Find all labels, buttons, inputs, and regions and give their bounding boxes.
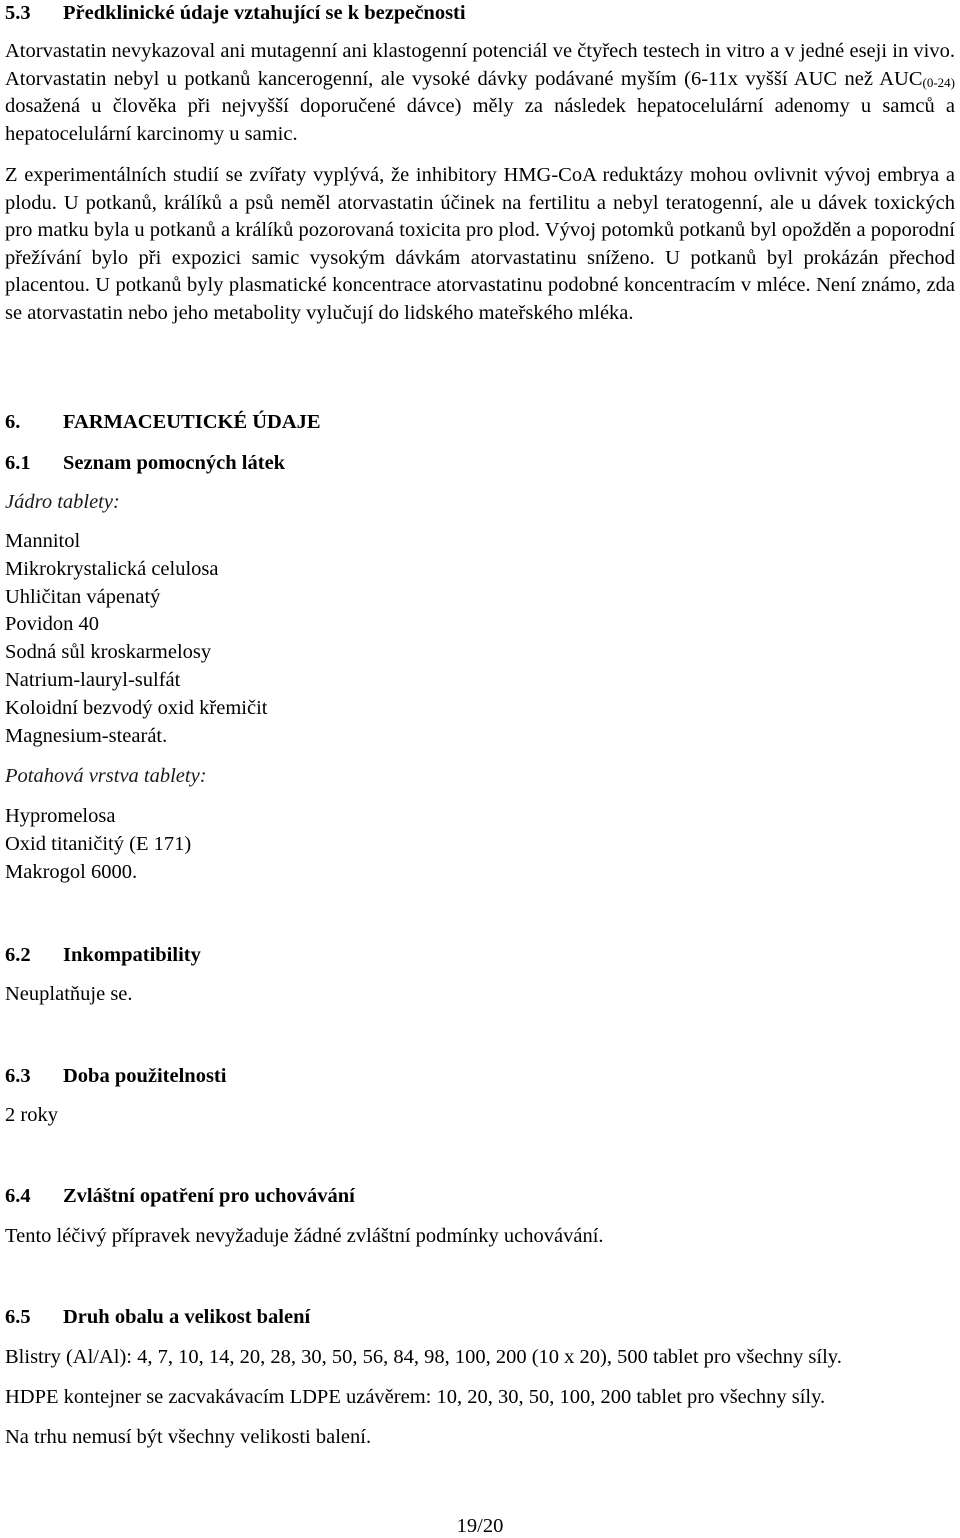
section-6-1-heading	[5, 451, 955, 475]
paragraph-genotoxicity	[5, 38, 955, 148]
tablet-core-excipients-list	[5, 528, 955, 750]
section-title: Inkompatibility	[63, 944, 201, 966]
section-number: 6.5	[5, 1306, 31, 1328]
paragraph-text: dosažená u člověka při nejvyšší doporučené dávce) měly za následek hepatocelulární adenomy u samců a hepatocelulární karcinomy u samic.	[5, 95, 955, 145]
excipient-item: Sodná sůl kroskarmelosy	[5, 641, 212, 664]
excipient-item: Hypromelosa	[5, 805, 116, 827]
section-title: FARMACEUTICKÉ ÚDAJE	[63, 411, 321, 433]
subscript: (0-24)	[922, 74, 955, 90]
section-6-heading	[5, 410, 955, 434]
excipient-item: Natrium-lauryl-sulfát	[5, 668, 181, 691]
section-number: 6.4	[5, 1185, 31, 1207]
excipient-item: Mikrokrystalická celulosa	[5, 557, 219, 580]
section-title: Druh obalu a velikost balení	[63, 1306, 311, 1328]
shelf-life-text: 2 roky	[5, 1104, 58, 1126]
section-6-3-heading	[5, 1064, 955, 1088]
section-6-2-heading	[5, 943, 955, 967]
storage-text: Tento léčivý přípravek nevyžaduje žádné zvláštní podmínky uchovávání.	[5, 1225, 604, 1247]
section-number: 6.1	[5, 452, 31, 474]
pack-availability-text: Na trhu nemusí být všechny velikosti balení.	[5, 1426, 372, 1448]
paragraph-reproductive-toxicity: Z experimentálních studií se zvířaty vyplývá, že inhibitory HMG-CoA reduktázy mohou ovlivnit vývoj embrya a plodu. U potkanů, králíků a psů neměl atorvastatin účinek na fertilitu a nebyl teratogenní, ale u dávek toxických pro matku byla u potkanů a králíků pozorovaná toxicita pro plod. Vývoj potomků potkanů byl opožděn a poporodní přežívání bylo při expozici samic vysokým dávkám atorvastatinu sníženo. U potkanů byl prokázán přechod placentou. U potkanů byly plasmatické koncentrace atorvastatinu podobné koncentracím v mléce. Není známo, zda se atorvastatin nebo jeho metabolity vylučují do lidského mateřského mléka.	[5, 164, 955, 324]
section-6-4-heading	[5, 1184, 955, 1208]
section-number: 5.3	[5, 2, 31, 24]
section-number: 6.2	[5, 944, 31, 966]
section-number: 6.	[5, 411, 21, 433]
tablet-coating-label: Potahová vrstva tablety:	[5, 765, 207, 787]
page-number: 19/20	[456, 1515, 504, 1537]
paragraph-text: Atorvastatin nevykazoval ani mutagenní ani klastogenní potenciál ve čtyřech testech in vitro a v jedné eseji in vivo. Atorvastatin nebyl u potkanů kancerogenní, ale vysoké dávky podávané myším (6-11x vyšší AUC než AUC	[5, 40, 955, 90]
excipient-item: Mannitol	[5, 530, 81, 552]
section-6-5-heading	[5, 1305, 955, 1329]
section-number: 6.3	[5, 1065, 31, 1087]
excipient-item: Koloidní bezvodý oxid křemičit	[5, 696, 268, 719]
tablet-coating-excipients-list	[5, 803, 955, 886]
section-title: Doba použitelnosti	[63, 1065, 227, 1087]
pack-hdpe-text: HDPE kontejner se zacvakávacím LDPE uzávěrem: 10, 20, 30, 50, 100, 200 tablet pro všechny síly.	[5, 1386, 826, 1408]
tablet-core-label: Jádro tablety:	[5, 491, 120, 513]
section-title: Předklinické údaje vztahující se k bezpečnosti	[63, 2, 466, 24]
excipient-item: Uhličitan vápenatý	[5, 585, 161, 608]
excipient-item: Makrogol 6000.	[5, 860, 138, 883]
excipient-item: Magnesium-stearát.	[5, 724, 168, 747]
incompatibilities-text: Neuplatňuje se.	[5, 983, 133, 1005]
excipient-item: Oxid titaničitý (E 171)	[5, 832, 192, 855]
excipient-item: Povidon 40	[5, 613, 99, 636]
section-title: Seznam pomocných látek	[63, 452, 286, 474]
pack-blister-text: Blistry (Al/Al): 4, 7, 10, 14, 20, 28, 30, 50, 56, 84, 98, 100, 200 (10 x 20), 500 tablet pro všechny síly.	[5, 1346, 842, 1368]
section-5-3-heading	[5, 1, 955, 25]
section-title: Zvláštní opatření pro uchovávání	[63, 1185, 355, 1207]
